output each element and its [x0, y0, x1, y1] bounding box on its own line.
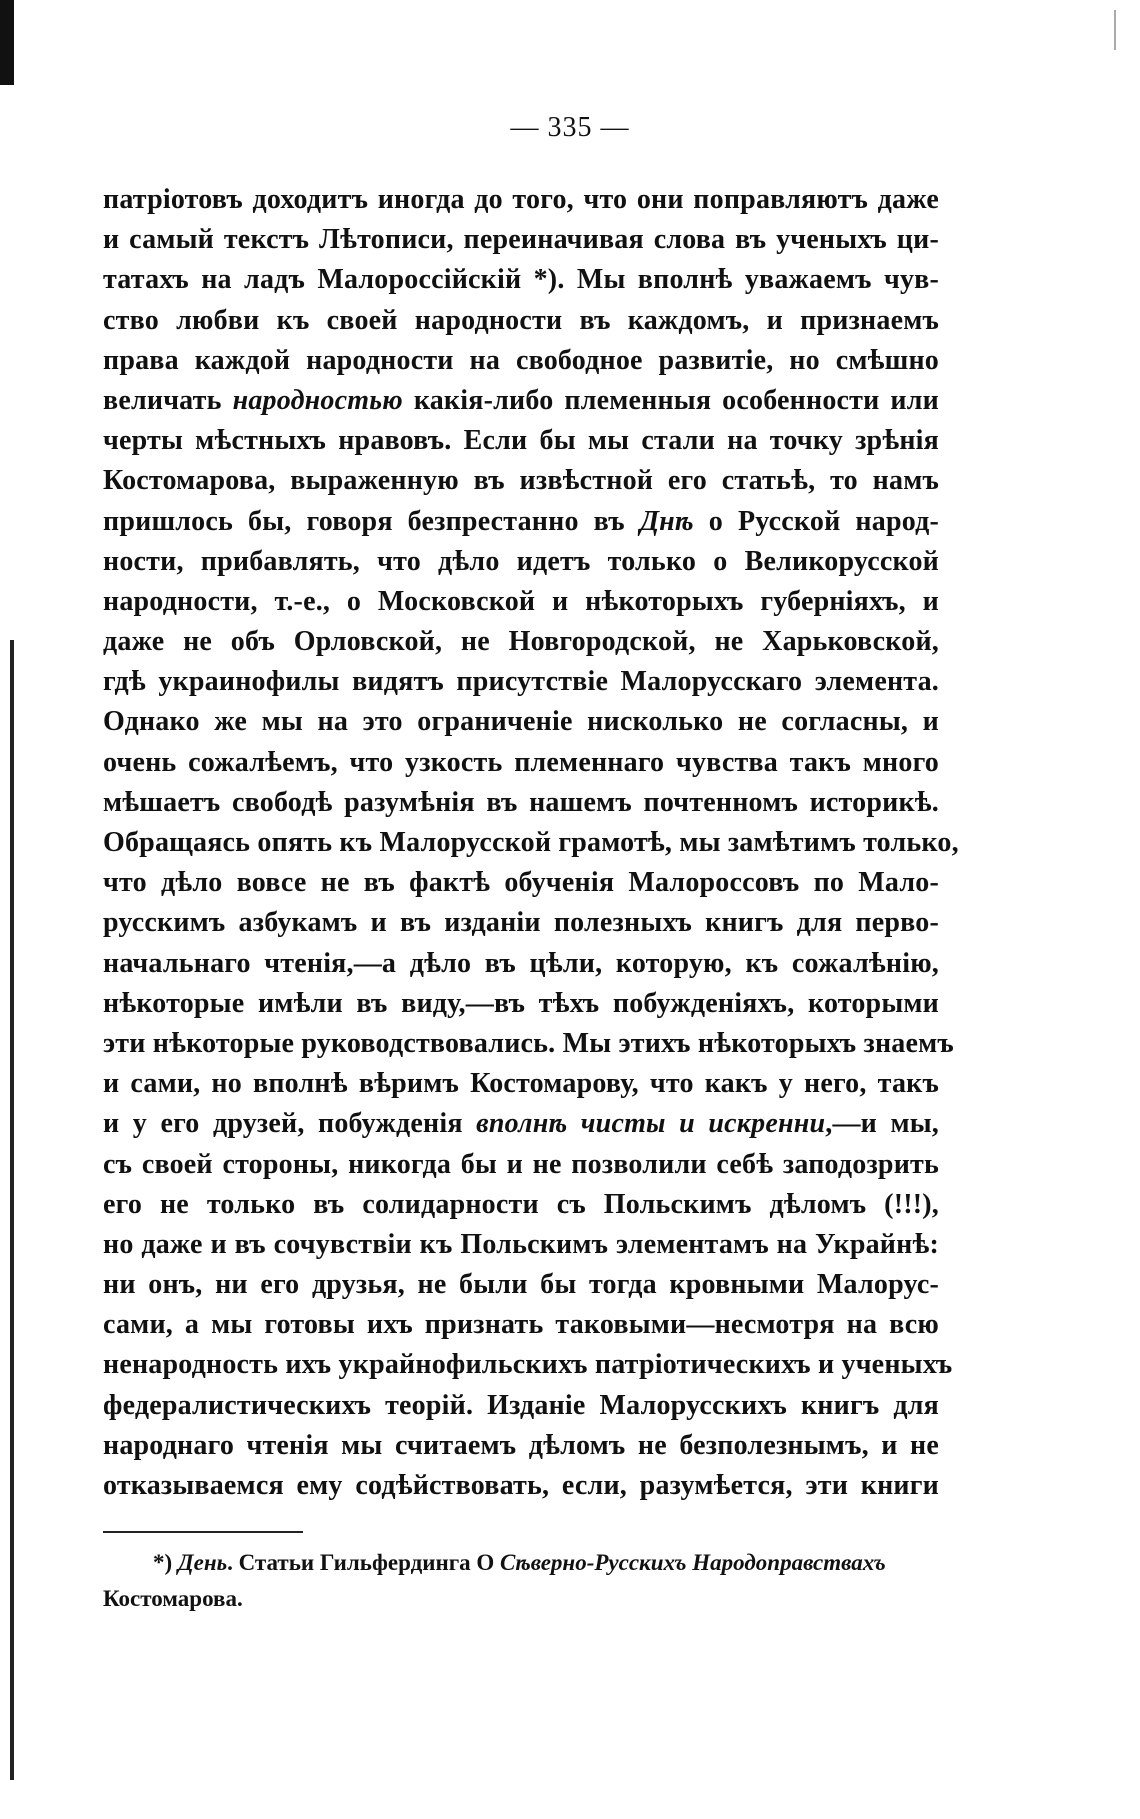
- text-line: [103, 1024, 954, 1064]
- text-segment: но даже и въ сочувствіи къ Польскимъ элементамъ на Украйнѣ:: [103, 1228, 939, 1260]
- text-line: [103, 421, 939, 461]
- text-segment: и у его друзей, побужденія: [103, 1108, 477, 1140]
- text-segment: что дѣло вовсе не въ фактѣ обученія Малороссовъ по Мало-: [103, 867, 939, 899]
- italic-phrase: Днѣ: [639, 505, 694, 537]
- text-line: [103, 863, 939, 903]
- text-segment: и сами, но вполнѣ вѣримъ Костомарову, что какъ у него, такъ: [103, 1068, 939, 1100]
- text-line: [103, 1426, 939, 1466]
- text-segment: права каждой народности на свободное развитіе, но смѣшно: [103, 344, 939, 376]
- text-segment: ни онъ, ни его друзья, не были бы тогда кровными Малорус-: [103, 1269, 939, 1301]
- text-segment: очень сожалѣемъ, что узкость племеннаго чувства такъ много: [103, 746, 939, 778]
- text-line: [103, 903, 939, 943]
- text-segment: мѣшаетъ свободѣ разумѣнія въ нашемъ почтенномъ историкѣ.: [103, 786, 939, 818]
- text-line: [103, 1145, 939, 1185]
- text-segment: русскимъ азбукамъ и въ изданіи полезныхъ книгъ для перво-: [103, 907, 939, 939]
- text-line: [103, 301, 939, 341]
- text-line: [103, 542, 939, 582]
- text-segment: гдѣ украинофилы видятъ присутствіе Малорусскаго элемента.: [103, 666, 939, 698]
- text-segment: пришлось бы, говоря безпрестанно въ: [103, 505, 640, 537]
- text-line: [103, 944, 939, 984]
- text-line: [103, 341, 939, 381]
- text-segment: Однако же мы на это ограниченіе нисколько не согласны, и: [103, 706, 939, 738]
- text-segment: его не только въ солидарности съ Польскимъ дѣломъ (!!!),: [103, 1188, 939, 1220]
- footnote-rule: [103, 1531, 303, 1533]
- footnote: [103, 1545, 939, 1617]
- text-line: [103, 180, 939, 220]
- text-line: [103, 1305, 939, 1345]
- page-number: — 335 —: [510, 112, 630, 143]
- text-segment: патріотовъ доходитъ иногда до того, что они поправляютъ даже: [103, 184, 939, 215]
- text-segment: начальнаго чтенія,—а дѣло въ цѣли, которую, къ сожалѣнію,: [103, 947, 939, 979]
- text-line: [103, 662, 939, 702]
- text-line: [103, 1265, 939, 1305]
- footnote-source: День: [177, 1550, 228, 1575]
- text-line: [103, 984, 939, 1024]
- text-segment: ненародность ихъ украйнофильскихъ патріотическихъ и ученыхъ: [103, 1349, 953, 1381]
- footnote-title: Сѣверно-Русскихъ Народоправствахъ: [500, 1550, 886, 1575]
- text-line: [103, 220, 939, 260]
- scan-edge-mark-right: [1114, 10, 1116, 50]
- text-line: [103, 1104, 939, 1144]
- text-line: [103, 823, 959, 863]
- italic-phrase: вполнѣ чисты и искренни: [476, 1108, 826, 1140]
- text-segment: ности, прибавлять, что дѣло идетъ только о Великорусской: [103, 545, 939, 577]
- text-line: [103, 381, 939, 421]
- text-segment: о Русской народ-: [693, 505, 939, 537]
- text-line: [103, 461, 939, 501]
- footnote-line: [103, 1581, 939, 1617]
- text-segment: татахъ на ладъ Малороссійскій *). Мы вполнѣ уважаемъ чув-: [103, 264, 939, 296]
- text-segment: отказываемся ему содѣйствовать, если, разумѣется, эти книги: [103, 1470, 939, 1501]
- text-segment: народности, т.-е., о Московской и нѣкоторыхъ губерніяхъ, и: [103, 585, 939, 617]
- scan-edge-mark: [0, 0, 14, 85]
- text-line: [103, 582, 939, 622]
- text-segment: федералистическихъ теорій. Изданіе Малорусскихъ книгъ для: [103, 1389, 939, 1421]
- footnote-author: Костомарова.: [103, 1586, 243, 1611]
- text-line: [103, 783, 939, 823]
- text-line: [103, 1064, 939, 1104]
- footnote-text: . Статьи Гильфердинга О: [227, 1550, 501, 1575]
- text-line: [103, 743, 939, 783]
- text-line: [103, 502, 939, 542]
- text-segment: черты мѣстныхъ нравовъ. Если бы мы стали на точку зрѣнія: [103, 425, 939, 457]
- text-line: [103, 1466, 939, 1506]
- text-segment: эти нѣкоторые руководствовались. Мы этихъ нѣкоторыхъ знаемъ: [103, 1027, 954, 1059]
- text-segment: народнаго чтенія мы считаемъ дѣломъ не безполезнымъ, и не: [103, 1429, 939, 1461]
- text-segment: какія-либо племенныя особенности или: [402, 384, 939, 416]
- text-segment: и самый текстъ Лѣтописи, переиначивая слова въ ученыхъ ци-: [103, 224, 939, 256]
- text-line: [103, 1185, 939, 1225]
- italic-phrase: народностью: [232, 384, 403, 416]
- text-line: [103, 260, 939, 300]
- text-line: [103, 1225, 939, 1265]
- text-line: [103, 1386, 939, 1426]
- text-line: [103, 702, 939, 742]
- text-segment: величать: [103, 384, 233, 416]
- footnote-line: [103, 1545, 939, 1581]
- text-segment: Обращаясь опять къ Малорусской грамотѣ, мы замѣтимъ только,: [103, 827, 959, 858]
- text-segment: нѣкоторые имѣли въ виду,—въ тѣхъ побужденіяхъ, которыми: [103, 987, 939, 1019]
- text-segment: ство любви къ своей народности въ каждомъ, и признаемъ: [103, 304, 939, 336]
- footnote-marker: *): [153, 1550, 178, 1575]
- main-paragraph: [103, 180, 959, 1506]
- text-segment: ,—и мы,: [825, 1108, 939, 1140]
- text-segment: даже не объ Орловской, не Новгородской, не Харьковской,: [103, 626, 939, 658]
- text-line: [103, 1345, 953, 1385]
- text-segment: Костомарова, выраженную въ извѣстной его статьѣ, то намъ: [103, 465, 939, 497]
- text-segment: съ своей стороны, никогда бы и не позволили себѣ заподозрить: [103, 1148, 939, 1180]
- text-line: [103, 622, 939, 662]
- scan-edge-line: [10, 640, 14, 1780]
- text-segment: сами, а мы готовы ихъ признать таковыми—несмотря на всю: [103, 1309, 939, 1341]
